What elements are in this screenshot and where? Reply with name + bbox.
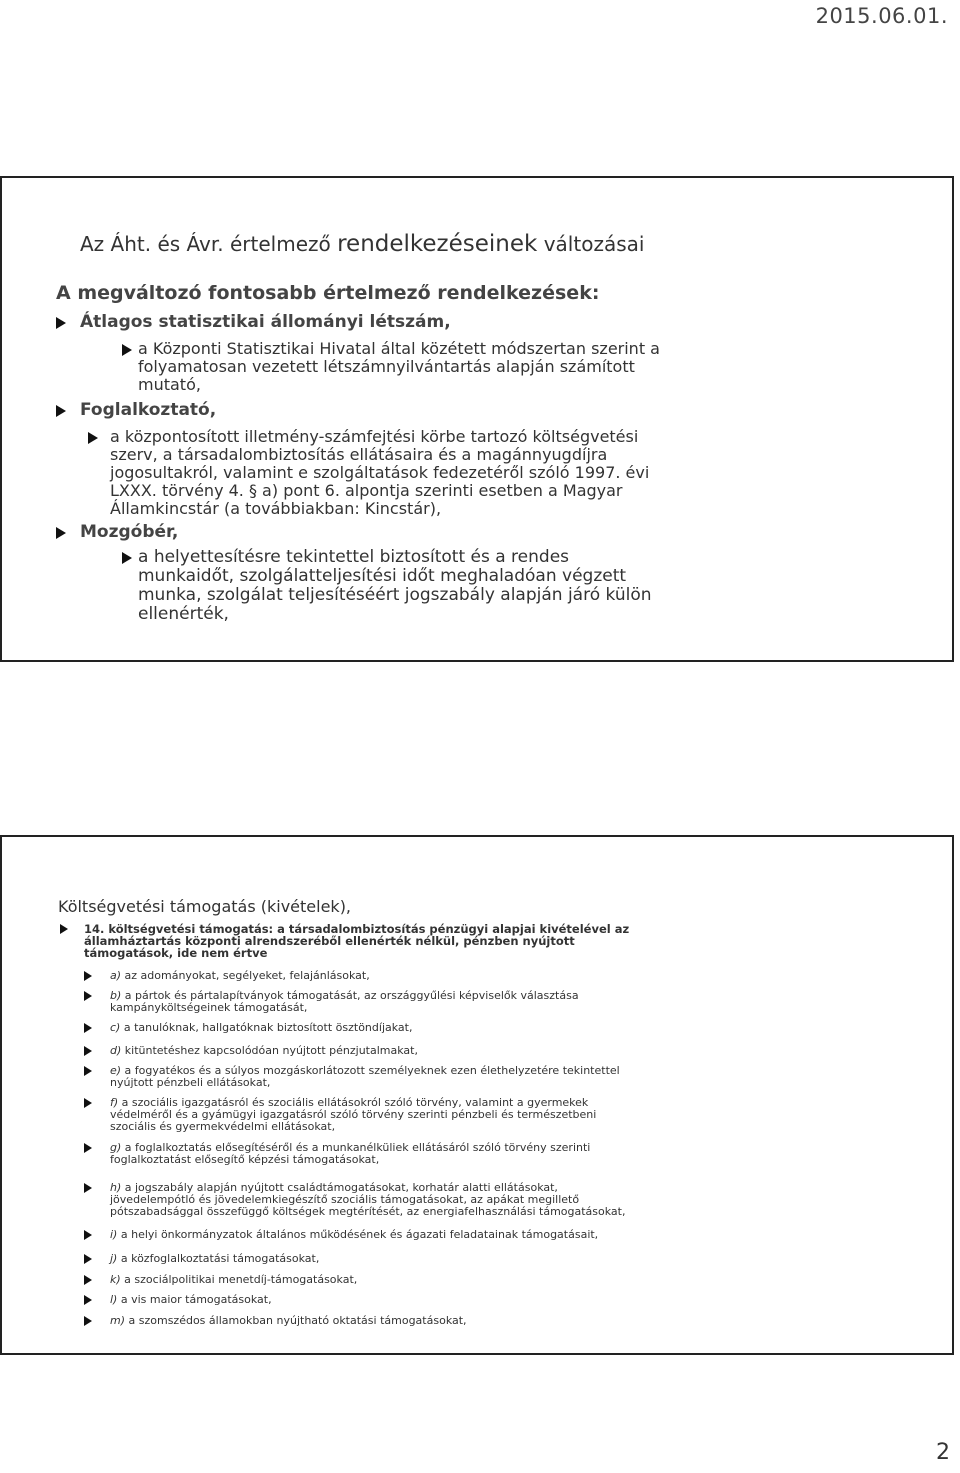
bullet-arrow-icon — [56, 405, 66, 417]
exception-item: e) a fogyatékos és a súlyos mozgáskorlátozott személyeknek ezen élethelyzetére tekintettel nyújtott pénzbeli ellátásokat, — [84, 1065, 644, 1089]
bullet-item: Mozgóbér, — [56, 523, 756, 541]
exception-item: c) a tanulóknak, hallgatóknak biztosított ösztöndíjakat, — [84, 1022, 644, 1034]
date-stamp: 2015.06.01. — [815, 4, 948, 28]
exception-item: j) a közfoglalkoztatási támogatásokat, — [84, 1253, 644, 1265]
bullet-arrow-icon — [84, 1143, 92, 1153]
bullet-arrow-icon — [84, 1295, 92, 1305]
page-number: 2 — [936, 1440, 950, 1465]
exception-item: k) a szociálpolitikai menetdíj-támogatásokat, — [84, 1274, 644, 1286]
bullet-arrow-icon — [84, 991, 92, 1001]
exception-item: g) a foglalkoztatás elősegítéséről és a munkanélküliek ellátásáról szóló törvény szerinti foglalkoztatást elősegítő képzési támogatásokat, — [84, 1142, 644, 1166]
slide-title: Az Áht. és Ávr. értelmező rendelkezéseinek változásai — [80, 231, 645, 257]
bullet-arrow-icon — [84, 1066, 92, 1076]
sub-bullet-item: a helyettesítésre tekintettel biztosított és a rendes munkaidőt, szolgálatteljesítési időt meghaladóan végzett munka, szolgálat teljesítéséért jogszabály alapján járó külön ellenérték, — [122, 548, 662, 624]
bullet-item: 14. költségvetési támogatás: a társadalombiztosítás pénzügyi alapjai kivételével az államháztartás központi alrendszeréből ellenérték nélkül, pénzben nyújtott támogatások, ide nem értve — [60, 923, 640, 959]
bullet-arrow-icon — [84, 1275, 92, 1285]
exception-item: m) a szomszédos államokban nyújtható oktatási támogatásokat, — [84, 1315, 644, 1327]
bullet-arrow-icon — [84, 1254, 92, 1264]
sub-bullet-item: a Központi Statisztikai Hivatal által közétett módszertan szerint a folyamatosan vezetett létszámnyilvántartás alapján számított mutató, — [122, 340, 662, 394]
slide-1 — [0, 176, 954, 662]
bullet-arrow-icon — [84, 1316, 92, 1326]
slide-heading: A megváltozó fontosabb értelmező rendelkezések: — [56, 282, 600, 304]
bullet-arrow-icon — [88, 432, 98, 444]
bullet-arrow-icon — [84, 1098, 92, 1108]
bullet-arrow-icon — [56, 527, 66, 539]
exception-item: i) a helyi önkormányzatok általános működésének és ágazati feladatainak támogatásait, — [84, 1229, 644, 1241]
bullet-arrow-icon — [122, 552, 132, 564]
exception-item: d) kitüntetéshez kapcsolódóan nyújtott pénzjutalmakat, — [84, 1045, 644, 1057]
exception-item: b) a pártok és pártalapítványok támogatását, az országgyűlési képviselők választása kampányköltségeinek támogatását, — [84, 990, 644, 1014]
bullet-arrow-icon — [56, 317, 66, 329]
bullet-arrow-icon — [84, 1230, 92, 1240]
bullet-arrow-icon — [84, 1183, 92, 1193]
bullet-arrow-icon — [84, 971, 92, 981]
slide-title: Költségvetési támogatás (kivételek), — [58, 897, 352, 916]
exception-item: h) a jogszabály alapján nyújtott családtámogatásokat, korhatár alatti ellátásokat, jövedelempótló és jövedelemkiegészítő szociális támogatásokat, az apákat megillető pótszabadsággal összefüggő költségek megtérítését, az energiafelhasználási támogatásokat, — [84, 1182, 644, 1218]
exception-item: f) a szociális igazgatásról és szociális ellátásokról szóló törvény, valamint a gyermekek védelméről és a gyámügyi igazgatásról szóló törvény szerinti pénzbeli és természetbeni szociális és gyermekvédelmi ellátásokat, — [84, 1097, 644, 1133]
bullet-item: Foglalkoztató, — [56, 401, 756, 419]
bullet-arrow-icon — [60, 924, 68, 934]
bullet-arrow-icon — [84, 1046, 92, 1056]
bullet-arrow-icon — [122, 344, 132, 356]
exception-item: a) az adományokat, segélyeket, felajánlásokat, — [84, 970, 644, 982]
sub-bullet-item: a központosított illetmény-számfejtési körbe tartozó költségvetési szerv, a társadalombiztosítás ellátásaira és a magánnyugdíjra jogosultakról, valamint e szolgáltatások fedezetéről szóló 1997. évi LXXX. törvény 4. § a) pont 6. alpontja szerinti esetben a Magyar Államkincstár (a továbbiakban: Kincstár), — [88, 428, 668, 518]
bullet-item: Átlagos statisztikai állományi létszám, — [56, 313, 756, 331]
slide-2 — [0, 835, 954, 1355]
exception-item: l) a vis maior támogatásokat, — [84, 1294, 644, 1306]
bullet-arrow-icon — [84, 1023, 92, 1033]
